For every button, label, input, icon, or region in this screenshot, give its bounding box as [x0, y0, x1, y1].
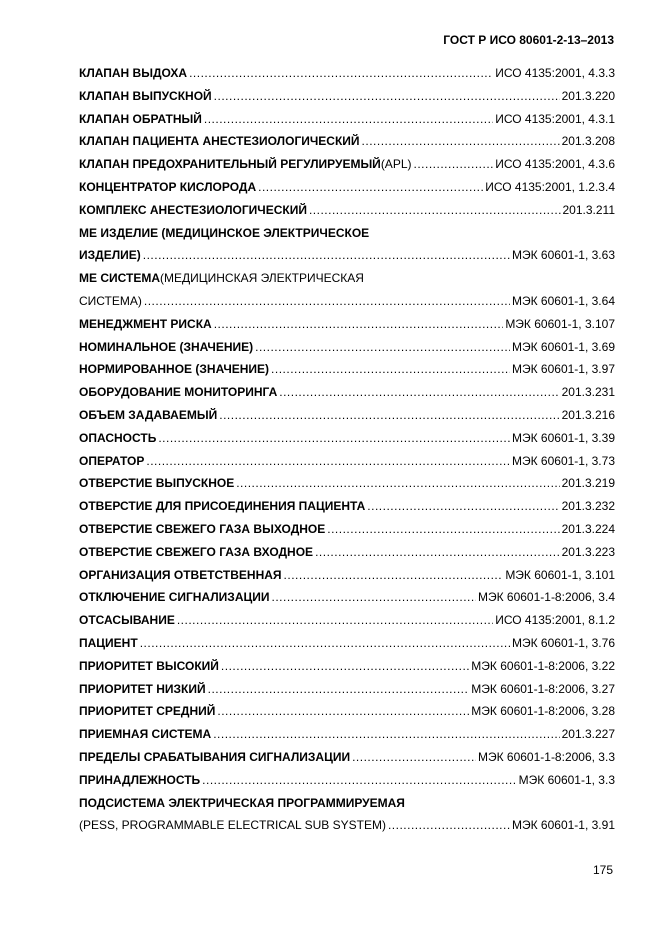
index-entry	[79, 727, 615, 750]
dot-leader	[214, 317, 504, 331]
index-entry	[79, 317, 615, 340]
index-term: ПРИОРИТЕТ ВЫСОКИЙ	[79, 658, 219, 673]
index-entry	[79, 134, 615, 157]
index-reference: МЭК 60601-1-8:2006, 3.4	[477, 590, 615, 605]
index-reference: ИСО 4135:2001, 1.2.3.4	[485, 179, 615, 194]
index-term: ОТСАСЫВАНИЕ	[79, 613, 175, 628]
index-reference: 201.3.223	[561, 544, 615, 559]
index-reference: 201.3.220	[561, 88, 615, 103]
dot-leader	[352, 750, 476, 764]
term-index-list	[79, 66, 615, 841]
index-reference: 201.3.232	[561, 499, 615, 514]
index-reference: МЭК 60601-1, 3.69	[511, 339, 615, 354]
dot-leader	[255, 340, 510, 354]
index-entry	[79, 203, 615, 226]
index-term: ПРИНАДЛЕЖНОСТЬ	[79, 772, 201, 787]
index-term: КЛАПАН ПРЕДОХРАНИТЕЛЬНЫЙ РЕГУЛИРУЕМЫЙ	[79, 157, 381, 172]
index-reference: 201.3.211	[562, 202, 615, 217]
index-reference: МЭК 60601-1, 3.73	[511, 453, 615, 468]
index-term: ПРИОРИТЕТ НИЗКИЙ	[79, 681, 206, 696]
index-entry	[79, 340, 615, 363]
dot-leader	[309, 203, 561, 217]
index-entry	[79, 157, 615, 180]
index-reference: ИСО 4135:2001, 4.3.6	[495, 157, 615, 172]
index-term: ПРЕДЕЛЫ СРАБАТЫВАНИЯ СИГНАЛИЗАЦИИ	[79, 749, 351, 764]
dot-leader	[236, 476, 559, 490]
dot-leader	[327, 522, 559, 536]
index-entry	[79, 545, 615, 568]
index-term: НОРМИРОВАННОЕ (ЗНАЧЕНИЕ)	[79, 362, 270, 377]
index-term: ОБЪЕМ ЗАДАВАЕМЫЙ	[79, 407, 218, 422]
index-term: МЕНЕДЖМЕНТ РИСКА	[79, 316, 212, 331]
index-entry	[79, 773, 615, 796]
index-reference: МЭК 60601-1, 3.76	[511, 635, 615, 650]
index-reference: 201.3.231	[561, 385, 615, 400]
index-term: НОМИНАЛЬНОЕ (ЗНАЧЕНИЕ)	[79, 339, 254, 354]
index-reference: МЭК 60601-1, 3.107	[505, 316, 615, 331]
index-entry	[79, 294, 615, 317]
index-reference: ИСО 4135:2001, 4.3.3	[495, 66, 615, 80]
dot-leader	[140, 636, 510, 650]
dot-leader	[189, 66, 493, 80]
index-term: ОБОРУДОВАНИЕ МОНИТОРИНГА	[79, 385, 278, 400]
index-entry	[79, 66, 615, 89]
index-entry	[79, 112, 615, 135]
dot-leader	[271, 362, 510, 376]
index-reference: МЭК 60601-1, 3.64	[511, 293, 615, 308]
index-entry	[79, 226, 615, 249]
index-reference: 201.3.208	[561, 134, 615, 149]
dot-leader	[146, 454, 510, 468]
index-term: ОТВЕРСТИЕ ДЛЯ ПРИСОЕДИНЕНИЯ ПАЦИЕНТА	[79, 499, 366, 514]
index-term-note: (МЕДИЦИНСКАЯ ЭЛЕКТРИЧЕСКАЯ	[160, 271, 364, 286]
dot-leader	[221, 659, 469, 673]
document-header: ГОСТ Р ИСО 80601-2-13–2013	[443, 33, 614, 47]
dot-leader	[279, 385, 559, 399]
index-reference: МЭК 60601-1-8:2006, 3.28	[471, 704, 615, 719]
dot-leader	[367, 499, 559, 513]
index-entry	[79, 682, 615, 705]
index-reference: 201.3.216	[561, 407, 615, 422]
dot-leader	[219, 408, 559, 422]
index-term: КОНЦЕНТРАТОР КИСЛОРОДА	[79, 179, 257, 194]
index-reference: МЭК 60601-1, 3.101	[505, 567, 615, 582]
index-reference: МЭК 60601-1-8:2006, 3.22	[471, 658, 615, 673]
index-reference: МЭК 60601-1, 3.3	[518, 772, 615, 787]
index-term: ОПЕРАТОР	[79, 453, 145, 468]
dot-leader	[143, 248, 510, 262]
dot-leader	[362, 134, 560, 148]
index-term: ОТВЕРСТИЕ СВЕЖЕГО ГАЗА ВЫХОДНОЕ	[79, 521, 326, 536]
index-reference: МЭК 60601-1, 3.39	[511, 430, 615, 445]
index-term: ОТКЛЮЧЕНИЕ СИГНАЛИЗАЦИИ	[79, 590, 270, 605]
index-entry	[79, 704, 615, 727]
index-entry	[79, 818, 615, 841]
index-entry	[79, 476, 615, 499]
index-term: ОТВЕРСТИЕ ВЫПУСКНОЕ	[79, 476, 235, 491]
index-entry	[79, 522, 615, 545]
index-term-note: СИСТЕМА)	[79, 293, 142, 308]
index-reference: 201.3.227	[561, 727, 615, 742]
index-entry	[79, 454, 615, 477]
index-term: МЕ ИЗДЕЛИЕ (МЕДИЦИНСКОЕ ЭЛЕКТРИЧЕСКОЕ	[79, 225, 370, 240]
dot-leader	[284, 568, 504, 582]
index-term: ОПАСНОСТЬ	[79, 430, 157, 445]
index-entry	[79, 89, 615, 112]
index-term: ИЗДЕЛИЕ)	[79, 248, 141, 263]
index-term: МЕ СИСТЕМА	[79, 271, 160, 286]
index-reference: 201.3.224	[561, 521, 615, 536]
index-entry	[79, 796, 615, 819]
dot-leader	[315, 545, 560, 559]
index-term: КЛАПАН ВЫДОХА	[79, 66, 188, 80]
index-term-note: (PESS, PROGRAMMABLE ELECTRICAL SUB SYSTEM)	[79, 818, 386, 833]
index-entry	[79, 636, 615, 659]
dot-leader	[202, 773, 516, 787]
index-term: КОМПЛЕКС АНЕСТЕЗИОЛОГИЧЕСКИЙ	[79, 202, 307, 217]
page-number: 175	[592, 863, 613, 877]
index-reference: МЭК 60601-1, 3.63	[511, 248, 615, 263]
index-reference: ИСО 4135:2001, 8.1.2	[495, 613, 615, 628]
index-reference: ИСО 4135:2001, 4.3.1	[495, 111, 615, 126]
index-reference: МЭК 60601-1-8:2006, 3.3	[477, 749, 615, 764]
index-reference: МЭК 60601-1, 3.91	[511, 818, 615, 833]
dot-leader	[272, 590, 476, 604]
index-entry	[79, 613, 615, 636]
index-entry	[79, 750, 615, 773]
dot-leader	[214, 89, 560, 103]
index-entry	[79, 362, 615, 385]
dot-leader	[177, 613, 493, 627]
index-term: ПАЦИЕНТ	[79, 635, 138, 650]
index-entry	[79, 385, 615, 408]
dot-leader	[217, 704, 469, 718]
index-term: ПРИЕМНАЯ СИСТЕМА	[79, 727, 212, 742]
index-reference: 201.3.219	[561, 476, 615, 491]
index-entry	[79, 248, 615, 271]
index-term: КЛАПАН ПАЦИЕНТА АНЕСТЕЗИОЛОГИЧЕСКИЙ	[79, 134, 360, 149]
index-entry	[79, 659, 615, 682]
index-entry	[79, 431, 615, 454]
index-term: ОТВЕРСТИЕ СВЕЖЕГО ГАЗА ВХОДНОЕ	[79, 544, 314, 559]
index-entry	[79, 408, 615, 431]
index-reference: МЭК 60601-1-8:2006, 3.27	[471, 681, 615, 696]
dot-leader	[258, 180, 483, 194]
index-entry	[79, 590, 615, 613]
dot-leader	[208, 682, 470, 696]
dot-leader	[204, 112, 493, 126]
dot-leader	[144, 294, 510, 308]
dot-leader	[213, 727, 559, 741]
index-term: ПРИОРИТЕТ СРЕДНИЙ	[79, 704, 216, 719]
index-term-note: (APL)	[380, 157, 412, 172]
index-entry	[79, 180, 615, 203]
index-entry	[79, 568, 615, 591]
dot-leader	[388, 818, 510, 832]
index-term: КЛАПАН ОБРАТНЫЙ	[79, 111, 202, 126]
index-entry	[79, 499, 615, 522]
dot-leader	[414, 157, 494, 171]
index-entry	[79, 271, 615, 294]
index-term: КЛАПАН ВЫПУСКНОЙ	[79, 88, 212, 103]
index-term: ПОДСИСТЕМА ЭЛЕКТРИЧЕСКАЯ ПРОГРАММИРУЕМАЯ	[79, 795, 405, 810]
dot-leader	[158, 431, 510, 445]
index-reference: МЭК 60601-1, 3.97	[511, 362, 615, 377]
index-term: ОРГАНИЗАЦИЯ ОТВЕТСТВЕННАЯ	[79, 567, 282, 582]
